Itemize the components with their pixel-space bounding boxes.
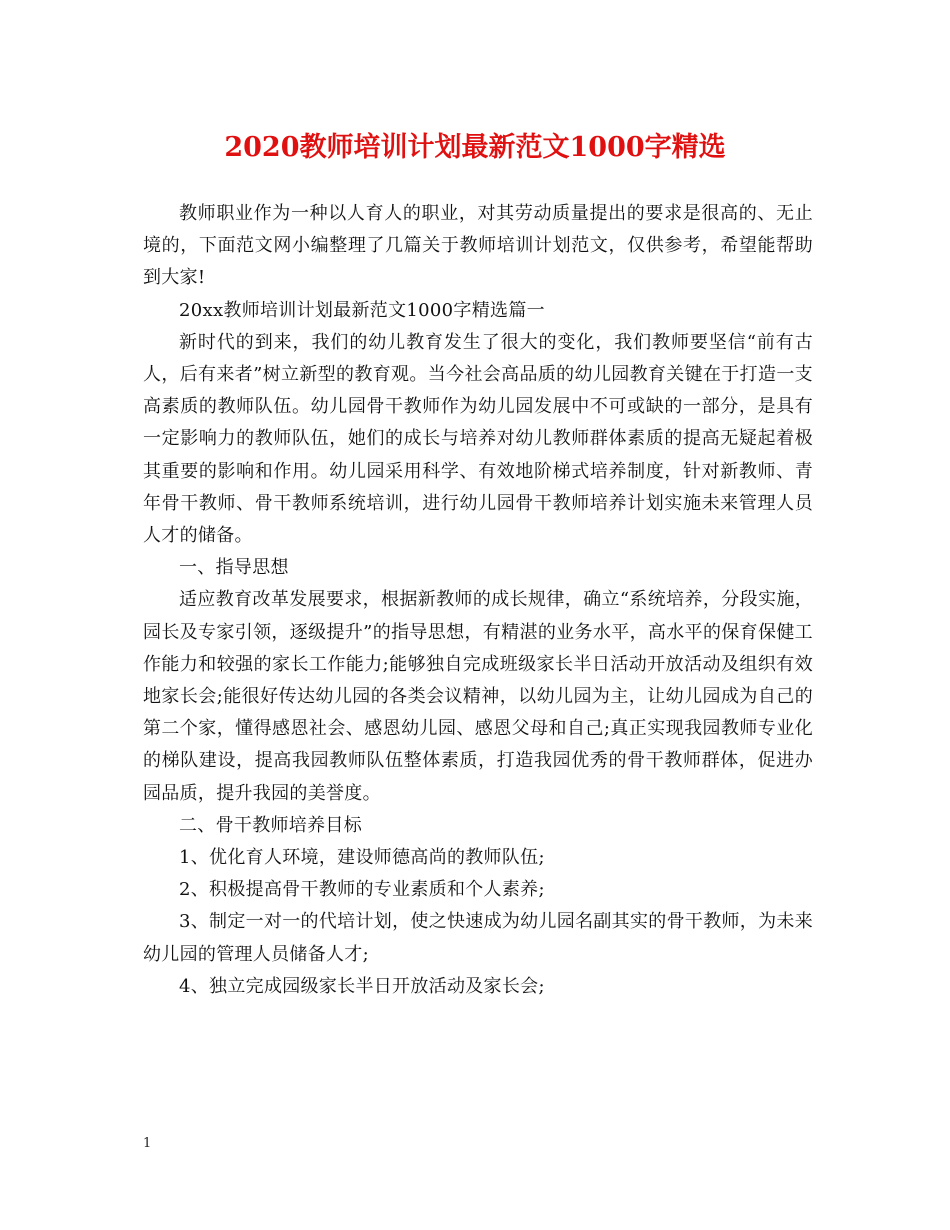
intro-paragraph: 教师职业作为一种以人育人的职业，对其劳动质量提出的要求是很高的、无止境的，下面范文网小编整理了几篇关于教师培训计划范文，仅供参考，希望能帮助到大家! bbox=[143, 203, 813, 289]
list-item-goal-4: 4、独立完成园级家长半日开放活动及家长会; bbox=[179, 975, 545, 997]
heading-guiding-ideology: 一、指导思想 bbox=[179, 557, 289, 579]
section-heading-part-one: 20xx教师培训计划最新范文1000字精选篇一 bbox=[179, 299, 545, 321]
document-body bbox=[143, 198, 813, 1003]
list-item-goal-2: 2、积极提高骨干教师的专业素质和个人素养; bbox=[179, 879, 545, 901]
body-paragraph: 新时代的到来，我们的幼儿教育发生了很大的变化，我们教师要坚信“前有古人，后有来者”树立新型的教育观。当今社会高品质的幼儿园教育关键在于打造一支高素质的教师队伍。幼儿园骨干教师作为幼儿园发展中不可或缺的一部分，是具有一定影响力的教师队伍，她们的成长与培养对幼儿教师群体素质的提高无疑起着极其重要的影响和作用。幼儿园采用科学、有效地阶梯式培养制度，针对新教师、青年骨干教师、骨干教师系统培训，进行幼儿园骨干教师培养计划实施未来管理人员人才的储备。 bbox=[143, 331, 813, 547]
page-number: 1 bbox=[143, 1136, 152, 1151]
list-item-goal-3: 3、制定一对一的代培计划，使之快速成为幼儿园名副其实的骨干教师，为未来幼儿园的管理人员储备人才; bbox=[143, 911, 813, 965]
heading-training-goals: 二、骨干教师培养目标 bbox=[179, 814, 362, 836]
document-title: 2020教师培训计划最新范文1000字精选 bbox=[224, 132, 726, 163]
body-paragraph: 适应教育改革发展要求，根据新教师的成长规律，确立“系统培养，分段实施，园长及专家引领，逐级提升”的指导思想，有精湛的业务水平，高水平的保育保健工作能力和较强的家长工作能力;能够独自完成班级家长半日活动开放活动及组织有效地家长会;能很好传达幼儿园的各类会议精神，以幼儿园为主，让幼儿园成为自己的第二个家，懂得感恩社会、感恩幼儿园、感恩父母和自己;真正实现我园教师专业化的梯队建设，提高我园教师队伍整体素质，打造我园优秀的骨干教师群体，促进办园品质，提升我园的美誉度。 bbox=[143, 589, 813, 804]
list-item-goal-1: 1、优化育人环境，建设师德高尚的教师队伍; bbox=[179, 847, 545, 869]
